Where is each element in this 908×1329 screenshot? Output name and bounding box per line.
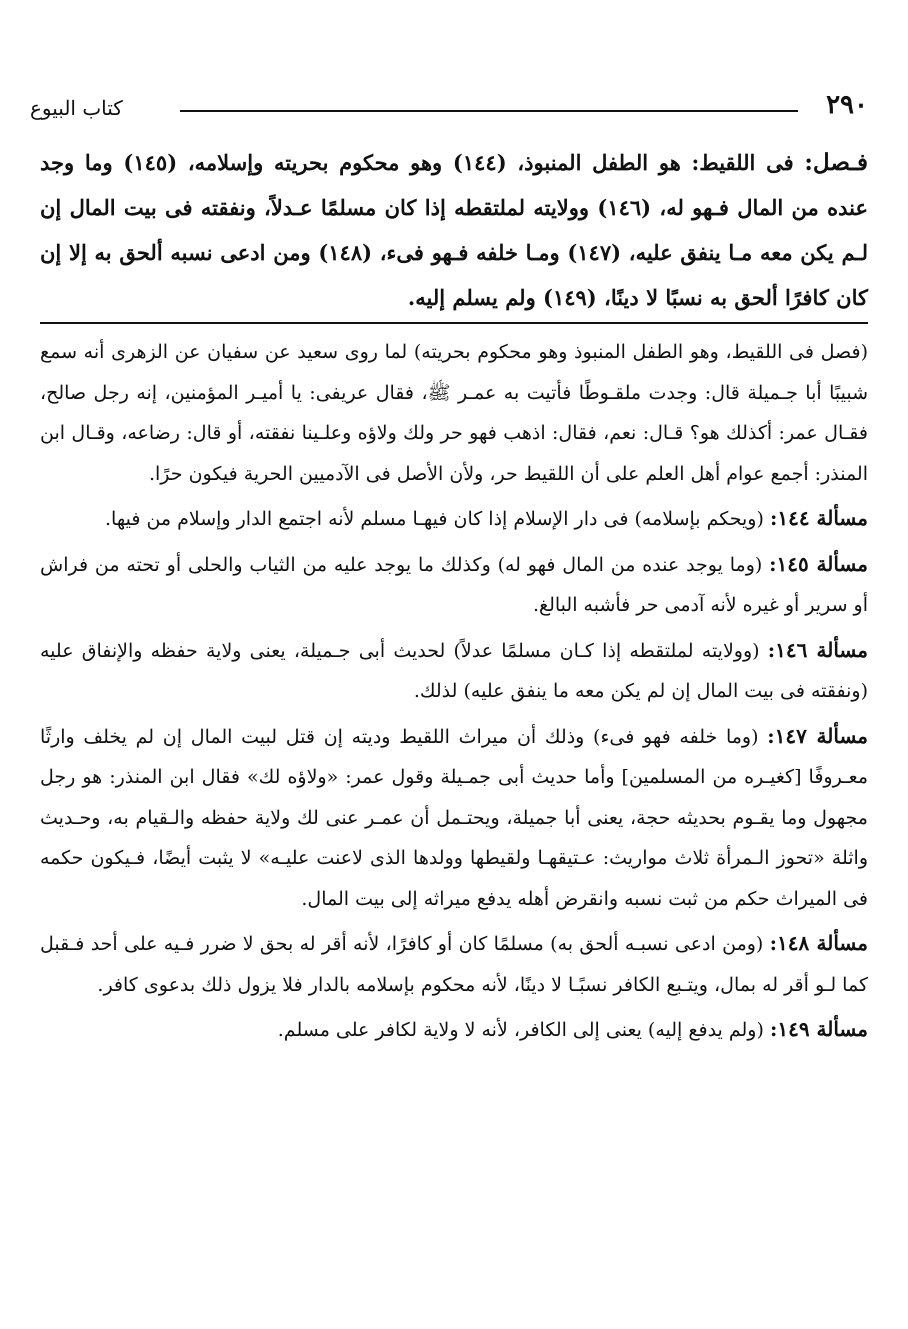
page-number: ٢٩٠ [826,90,868,120]
masala-text: (وما خلفه فهو فىء) وذلك أن ميراث اللقيط وديته إن قتل لبيت المال إن لم يخلف وارثًا معـروفًا [كغيـره من المسلمين] وأما حديث أبى جمـيلة وقول عمر: «ولاؤه لك» فقال ابن المنذر: هو رجل مجهول وما يقـوم بحديثه حجة، يعنى أبا جميلة، ويحتـمل أن عمـر عنى لك ولاية حفظه والـقيام به، وحـديث واثلة «تحوز الـمرأة ثلاث مواريث: عـتيقهـا ولقيطها وولدها الذى لاعنت عليـه» لا يثبت أيضًا، فـيكون حكمه فى الميراث حكم من ثبت نسبه وانقرض أهله يدفع ميراثه إلى بيت المال. [40,725,868,910]
masala-label: مسألة ١٤٦: [767,637,868,662]
book-title: كتاب البيوع [30,96,123,120]
masala-148 [40,923,868,1005]
masala-text: (وولايته لملتقطه إذا كـان مسلمًا عدلاً) لحديث أبى جـميلة، يعنى ولاية حفظه والإنفاق عليه (ونفقته فى بيت المال إن لم يكن معه ما ينفق عليه) لذلك. [40,639,868,702]
masala-label: مسألة ١٤٥: [769,551,868,576]
masala-label: مسألة ١٤٧: [767,723,868,748]
main-text [40,140,868,320]
masala-text: (ويحكم بإسلامه) فى دار الإسلام إذا كان فيهـا مسلم لأنه اجتمع الدار وإسلام من فيها. [105,508,764,530]
page-header [30,90,868,130]
masala-label: مسألة ١٤٨: [769,931,868,955]
section-lead: فـصل: [804,149,868,176]
masala-144 [40,498,868,540]
commentary [40,332,868,1051]
masala-147 [40,716,868,920]
masala-label: مسألة ١٤٤: [769,506,868,530]
masala-145 [40,544,868,626]
masala-149 [40,1009,868,1051]
main-text-body: فى اللقيط: هو الطفل المنبوذ، (١٤٤) وهو محكوم بحريته وإسلامه، (١٤٥) وما وجد عنده من المال فـهو له، (١٤٦) وولايته لملتقطه إذا كان مسلمًا عـدلاً، ونفقته فى بيت المال إن لـم يكن معه مـا ينفق عليه، (١٤٧) ومـا خلفه فـهو فىء، (١٤٨) ومن ادعى نسبه ألحق به إلا إن كان كافرًا ألحق به نسبًا لا دينًا، (١٤٩) ولم يسلم إليه. [40,150,868,310]
section-divider [40,322,868,324]
masala-text: (وما يوجد عنده من المال فهو له) وكذلك ما يوجد عليه من الثياب والحلى أو تحته من فراش أو سرير أو غيره لأنه آدمى حر فأشبه البالغ. [40,553,868,616]
header-rule [180,110,798,112]
commentary-intro: (فصل فى اللقيط، وهو الطفل المنبوذ وهو محكوم بحريته) لما روى سعيد عن سفيان عن الزهرى أنه سمع شبيبًا أبا جـميلة قال: وجدت ملقـوطًا فأتيت به عمـر ﷺ، فقال عريفى: يا أميـر المؤمنين، إنه رجل صالح، فقـال عمر: أكذلك هو؟ قـال: نعم، فقال: اذهب فهو حر ولك ولاؤه وعلـينا نفقته، أو قال: رضاعه، وقـال ابن المنذر: أجمع عوام أهل العلم على أن اللقيط حر، ولأن الأصل فى الآدميين الحرية فيكون حرًا. [40,341,868,485]
masala-146 [40,630,868,712]
masala-text: (ومن ادعى نسبـه ألحق به) مسلمًا كان أو كافرًا، لأنه أقر له بحق لا ضرر فـيه على أحد فـقبل كما لـو أقر له بمال، ويتـبع الكافر نسبًـا لا دينًا، لأنه محكوم بإسلامه بالدار فلا يزول ذلك بدعوى كافر. [40,933,868,996]
masala-label: مسألة ١٤٩: [769,1017,868,1041]
masala-text: (ولم يدفع إليه) يعنى إلى الكافر، لأنه لا ولاية لكافر على مسلم. [277,1019,764,1041]
